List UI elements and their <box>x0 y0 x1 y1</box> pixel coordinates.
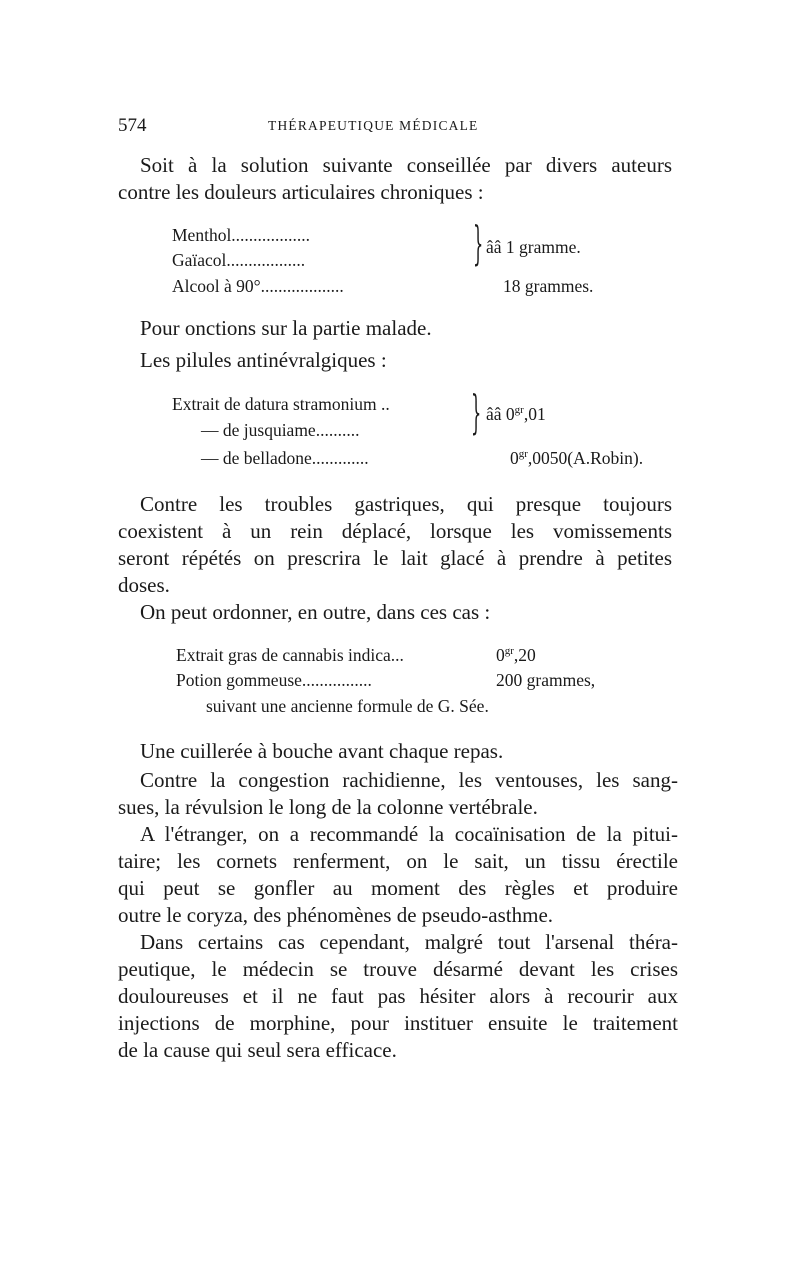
gastric-line-1: Contre les troubles gastriques, qui presque toujours <box>140 492 672 516</box>
gastric-line-3: seront répétés on prescrira le lait glacé à prendre à petites <box>118 546 672 570</box>
formula1-menthol: Menthol.................. <box>172 225 311 245</box>
etranger-line-4: outre le coryza, des phénomènes de pseudo-asthme. <box>118 903 554 927</box>
intro-line-1: Soit à la solution suivante conseillée par divers auteurs <box>140 153 672 177</box>
page-header <box>118 115 678 137</box>
intro-line-2: contre les douleurs articulaires chroniques : <box>118 180 484 204</box>
gastric-line-2: coexistent à un rein déplacé, lorsque les vomissements <box>118 519 672 543</box>
formula3-note: suivant une ancienne formule de G. Sée. <box>206 696 489 716</box>
running-title: THÉRAPEUTIQUE MÉDICALE <box>268 118 479 133</box>
formula2-belladone: — de belladone............. <box>201 448 369 468</box>
certains-line-4: injections de morphine, pour instituer ensuite le traitement <box>118 1011 678 1035</box>
brace: } <box>473 216 484 270</box>
formula3-potion-dose: 200 grammes, <box>496 670 596 690</box>
formula3-cannabis: Extrait gras de cannabis indica... <box>176 645 404 665</box>
formula1-alcool-dose: 18 grammes. <box>503 276 594 296</box>
congestion-line-1: Contre la congestion rachidienne, les ventouses, les sang- <box>140 768 678 792</box>
congestion-line-2: sues, la révulsion le long de la colonne vertébrale. <box>118 795 538 819</box>
cuilleree-line: Une cuillerée à bouche avant chaque repas. <box>140 739 504 763</box>
formula1-gaiacol: Gaïacol.................. <box>172 250 306 270</box>
formula3-potion: Potion gommeuse................ <box>176 670 372 690</box>
certains-line-1: Dans certains cas cependant, malgré tout l'arsenal théra- <box>140 930 678 954</box>
ordonner-line: On peut ordonner, en outre, dans ces cas : <box>140 600 491 624</box>
formula2-jusquiame: — de jusquiame.......... <box>201 420 360 440</box>
etranger-line-2: taire; les cornets renferment, on le sait, un tissu érectile <box>118 849 678 873</box>
page-number: 574 <box>118 115 147 136</box>
formula1-alcool: Alcool à 90°................... <box>172 276 344 296</box>
certains-line-3: douloureuses et il ne faut pas hésiter alors à recourir aux <box>118 984 678 1008</box>
gastric-line-4: doses. <box>118 573 170 597</box>
formula1-shared-dose: ââ 1 gramme. <box>486 237 581 257</box>
formula3-cannabis-dose: $0^{gr},20$ <box>496 645 536 665</box>
etranger-line-3: qui peut se gonfler au moment des règles et produire <box>118 876 678 900</box>
formula2-shared-dose: ââ $0^{gr},01$ <box>486 404 546 424</box>
usage-onctions: Pour onctions sur la partie malade. <box>140 316 432 340</box>
formula2-belladone-dose: $0^{gr},0050(A.Robin)$. <box>510 448 644 468</box>
etranger-line-1: A l'étranger, on a recommandé la cocaïnisation de la pitui- <box>140 822 678 846</box>
certains-line-2: peutique, le médecin se trouve désarmé devant les crises <box>118 957 678 981</box>
pills-intro: Les pilules antinévralgiques : <box>140 348 387 372</box>
formula2-datura: Extrait de datura stramonium .. <box>172 394 390 414</box>
brace: } <box>471 385 482 439</box>
certains-line-5: de la cause qui seul sera efficace. <box>118 1038 397 1062</box>
